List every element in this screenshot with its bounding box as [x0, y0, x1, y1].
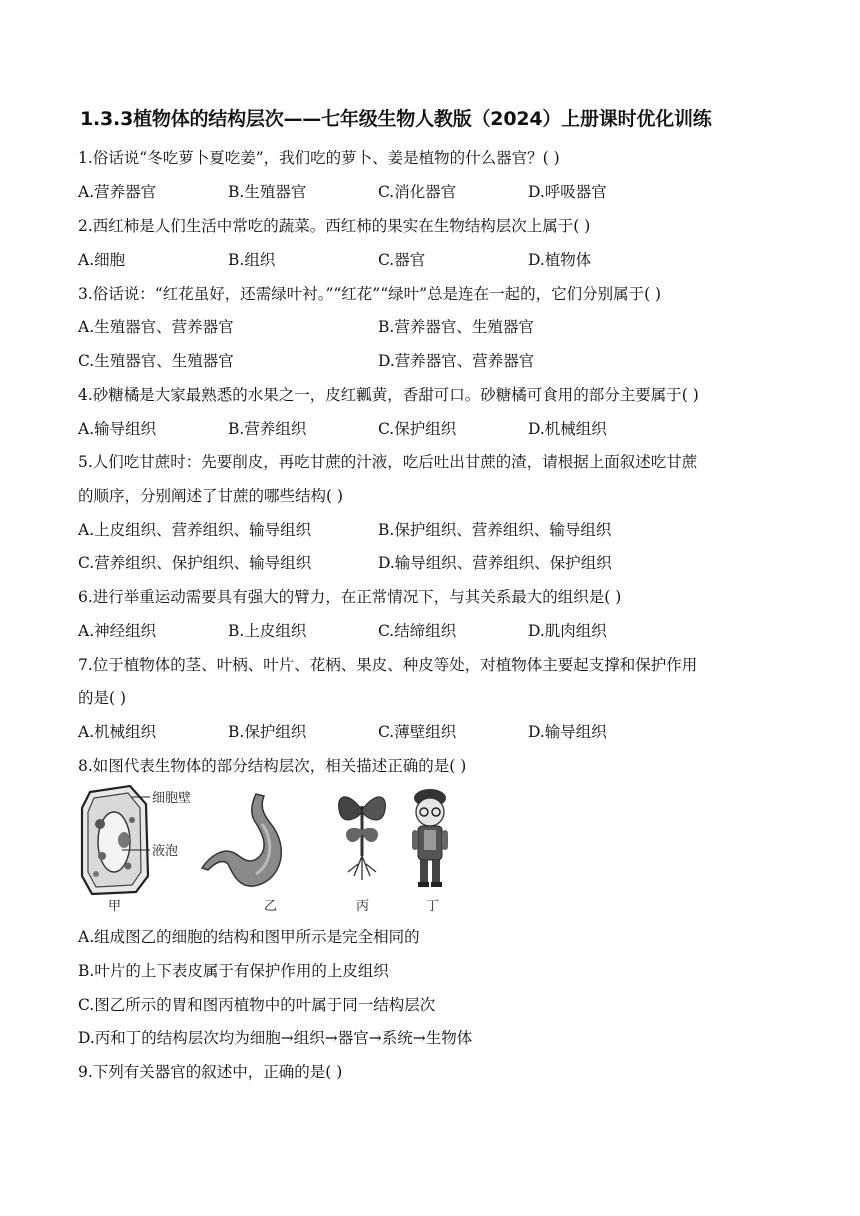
question-4-option-c: C.保护组织 [378, 420, 457, 438]
question-8-option-d: D.丙和丁的结构层次均为细胞→组织→器官→系统→生物体 [78, 1029, 473, 1047]
question-9-stem: 9.下列有关器官的叙述中，正确的是( ) [78, 1063, 343, 1081]
question-5-stem-line-2: 的顺序，分别阐述了甘蔗的哪些结构( ) [78, 487, 344, 505]
question-7-option-b: B.保护组织 [228, 723, 307, 741]
question-5-option-c: C.营养组织、保护组织、输导组织 [78, 554, 312, 572]
question-4-option-d: D.机械组织 [528, 420, 607, 438]
question-5-option-a: A.上皮组织、营养组织、输导组织 [78, 521, 312, 539]
question-1-option-a: A.营养器官 [78, 183, 157, 201]
question-8-option-a: A.组成图乙的细胞的结构和图甲所示是完全相同的 [78, 928, 420, 946]
question-4-stem: 4.砂糖橘是大家最熟悉的水果之一，皮红瓤黄，香甜可口。砂糖橘可食用的部分主要属于( ) [78, 386, 699, 404]
question-6-option-b: B.上皮组织 [228, 622, 307, 640]
figure-label-bing: 丙 [356, 899, 370, 914]
question-2-stem: 2.西红柿是人们生活中常吃的蔬菜。西红柿的果实在生物结构层次上属于( ) [78, 217, 591, 235]
question-6-option-d: D.肌肉组织 [528, 622, 607, 640]
plant-illustration [339, 797, 386, 880]
figure-label-yi: 乙 [264, 899, 278, 914]
vacuole-label: 液泡 [152, 844, 179, 859]
question-7-option-a: A.机械组织 [78, 723, 157, 741]
question-4-option-a: A.输导组织 [78, 420, 157, 438]
question-3-option-b: B.营养器官、生殖器官 [378, 318, 534, 336]
question-1-option-c: C.消化器官 [378, 183, 457, 201]
question-4-option-b: B.营养组织 [228, 420, 307, 438]
question-8-option-c: C.图乙所示的胃和图丙植物中的叶属于同一结构层次 [78, 996, 436, 1014]
question-8-stem: 8.如图代表生物体的部分结构层次，相关描述正确的是( ) [78, 757, 467, 775]
question-6-option-a: A.神经组织 [78, 622, 157, 640]
cell-wall-label: 细胞壁 [152, 791, 192, 806]
question-5-option-d: D.输导组织、营养组织、保护组织 [378, 554, 612, 572]
question-7-option-c: C.薄壁组织 [378, 723, 457, 741]
question-7-stem-line-2: 的是( ) [78, 689, 127, 707]
question-1-option-d: D.呼吸器官 [528, 183, 607, 201]
question-3-option-a: A.生殖器官、营养器官 [78, 318, 234, 336]
question-2-option-a: A.细胞 [78, 251, 126, 269]
question-6-option-c: C.结缔组织 [378, 622, 457, 640]
plant-cell-illustration [82, 786, 150, 894]
question-1-option-b: B.生殖器官 [228, 183, 307, 201]
question-2-option-b: B.组织 [228, 251, 276, 269]
question-1-stem: 1.俗话说“冬吃萝卜夏吃姜”，我们吃的萝卜、姜是植物的什么器官？( ) [78, 149, 560, 167]
question-8-option-b: B.叶片的上下表皮属于有保护作用的上皮组织 [78, 962, 389, 980]
question-5-option-b: B.保护组织、营养组织、输导组织 [378, 521, 612, 539]
structure-level-figure [78, 784, 458, 914]
question-2-option-c: C.器官 [378, 251, 426, 269]
stomach-illustration [202, 794, 281, 886]
document-title: 1.3.3植物体的结构层次——七年级生物人教版（2024）上册课时优化训练 [80, 108, 712, 130]
question-7-option-d: D.输导组织 [528, 723, 607, 741]
question-7-stem-line-1: 7.位于植物体的茎、叶柄、叶片、花柄、果皮、种皮等处，对植物体主要起支撑和保护作用 [78, 656, 698, 674]
question-3-stem: 3.俗话说：“红花虽好，还需绿叶衬。”“红花”“绿叶”总是连在一起的，它们分别属于( ) [78, 285, 662, 303]
question-2-option-d: D.植物体 [528, 251, 592, 269]
question-6-stem: 6.进行举重运动需要具有强大的臂力，在正常情况下，与其关系最大的组织是( ) [78, 588, 622, 606]
figure-label-ding: 丁 [426, 899, 440, 914]
question-3-option-c: C.生殖器官、生殖器官 [78, 352, 234, 370]
question-3-option-d: D.营养器官、营养器官 [378, 352, 535, 370]
person-illustration [412, 789, 448, 887]
question-5-stem-line-1: 5.人们吃甘蔗时：先要削皮，再吃甘蔗的汁液，吃后吐出甘蔗的渣，请根据上面叙述吃甘蔗 [78, 453, 698, 471]
figure-label-jia: 甲 [108, 899, 122, 914]
